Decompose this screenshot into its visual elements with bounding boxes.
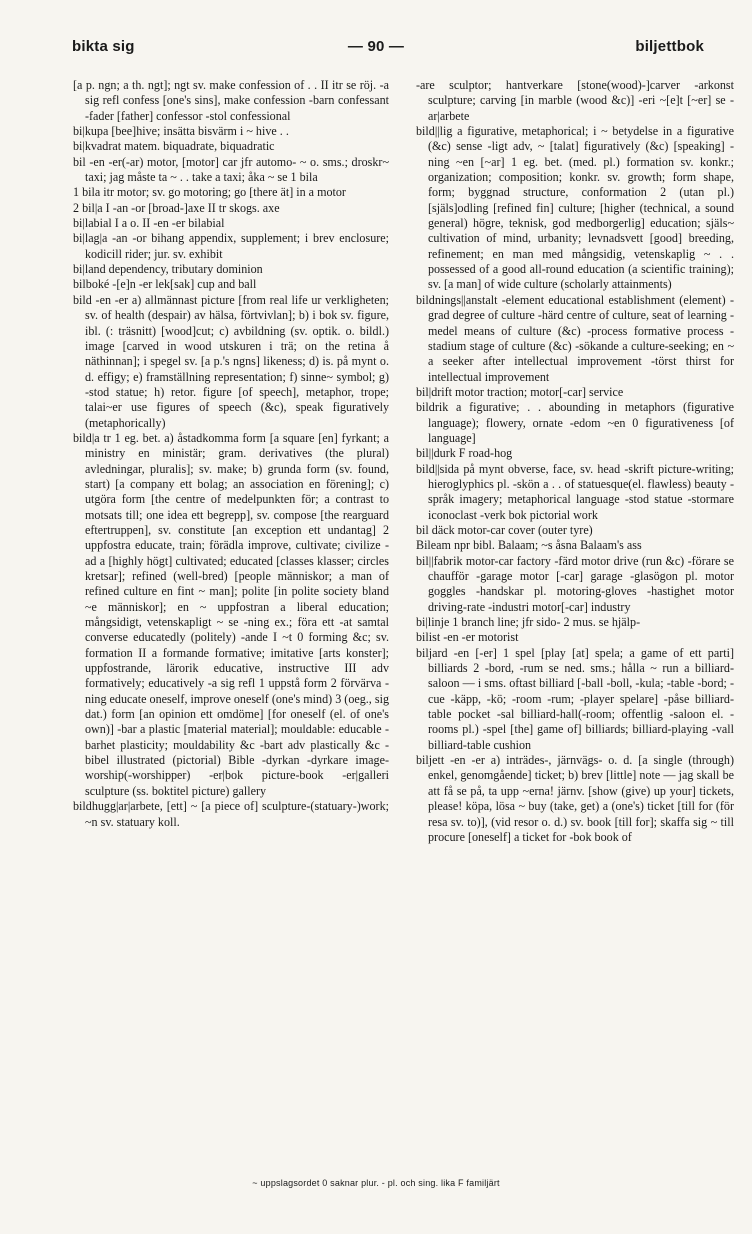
dictionary-entry: bil däck motor-car cover (outer tyre) — [416, 522, 593, 537]
dictionary-entry: bilboké -[e]n -er lek[sak] cup and ball — [73, 277, 257, 292]
dictionary-entry: bilist -en -er motorist — [416, 630, 519, 645]
dictionary-entry: -are sculptor; hantverkare [stone(wood)-]carver -arkonst sculpture; carving [in marble (wood &c)] -eri ~[e]t [~er] se -ar|arbete — [416, 78, 734, 123]
dictionary-entry: bi|linje 1 branch line; jfr sido- 2 mus. se hjälp- — [416, 615, 641, 630]
dictionary-entry: bild -en -er a) allmännast picture [from real life ur verkligheten; sv. of health (despair) av hälsa, förtvivlan]; b) i bok sv. figure, ibl. (: träsnitt) [wood]cut; c) avbildning (sv. optik. o. bildl.) image [carved in wood utskuren i trä; on the retina å näthinnan]; i spegel sv. [a p.'s ngns] likeness; d) is. på mynt o. d. effigy; e) framställning representation; f) sinne~ symbol; g) -stod statue; h) retor. figure [of speech], metaphor, trope; talai~er use figures of speech (&c), speak figuratively (metaphorically) — [73, 292, 389, 430]
dictionary-entry: biljett -en -er a) inträdes-, järnvägs- o. d. [a single (through) enkel, genomgående] ticket; b) brev [little] note — jag skall be att få se på, ta upp ~erna! järnv. [show (give) up your] tickets, please! köpa, lösa ~ buy (take, get) a (one's) ticket [till for (för resa sv. to)], (vid resor o. d.) sv. book [till for]; skaffa sig ~ till procure [oneself] a ticket for -bok book of — [416, 753, 734, 844]
running-head-left: bikta sig — [72, 38, 135, 55]
dictionary-entry: bi|kupa [bee]hive; insätta bisvärm i ~ hive . . — [73, 124, 289, 139]
page-footer-legend: ~ uppslagsordet 0 saknar plur. - pl. och sing. lika F familjärt — [252, 1178, 500, 1188]
dictionary-entry: bild||lig a figurative, metaphorical; i ~ betydelse in a figurative (&c) sense -ligt adv, ~ [talat] figuratively (&c) [speaking] -ning ~en [~ar] 1 eg. bet. (med. pl.) formation sv. konkr.; organization; composition; konkr. sv. growth; form shape, form; byggnad structure, conformation 2 (utan pl.) [själs]odling [refined fin] culture; [higher (technical, a sound general) högre, teknisk, god medborgerlig] education; själs~ cultivation of mind, urbanity; levnadsvett [good] breeding, refinement; en man med mångsidig, vetenskaplig ~ . . possessed of a good all-round education (a scientific training); sv. [a man] of wide culture (scholarly attainments) — [416, 124, 734, 292]
dictionary-entry: bil||fabrik motor-car factory -färd motor drive (run &c) -förare se chaufför -garage motor [-car] garage -glasögon pl. motor goggles -handskar pl. motoring-gloves -hastighet motor driving-rate -industri motor[-car] industry — [416, 553, 734, 614]
dictionary-entry: biljard -en [-er] 1 spel [play [at] spela; a game of ett parti] billiards 2 -bord, -rum se ned. sms.; hålla ~ run a billiard-saloon — i sms. oftast billiard [-ball -boll, -kula; -table -bord; -cue -käpp, -kö; -room -rum; -player spelare] -påse billiard-table pocket -sal billiard-hall(-room; offentlig -saloon el. -rooms pl.) -spel [the] game of] billiards; billiard-playing -vall billiard-table cushion — [416, 645, 734, 752]
dictionary-entry: bi|labial I a o. II -en -er bilabial — [73, 216, 225, 231]
dictionary-entry: bild||sida på mynt obverse, face, sv. head -skrift picture-writing; hieroglyphics pl. -skön a . . of statuesque(el. flawless) beauty -språk imagery; metaphorical language -stod statue -stormare iconoclast -verk bok pictorial work — [416, 461, 734, 522]
dictionary-entry: bil||durk F road-hog — [416, 446, 513, 461]
dictionary-entry: Bileam npr bibl. Balaam; ~s åsna Balaam's ass — [416, 538, 642, 553]
left-column — [73, 78, 389, 830]
dictionary-entry: 1 bila itr motor; sv. go motoring; go [there ät] in a motor — [73, 185, 346, 200]
dictionary-entry: bildhugg|ar|arbete, [ett] ~ [a piece of] sculpture-(statuary-)work; ~n sv. statuary koll. — [73, 799, 389, 829]
dictionary-entry: [a p. ngn; a th. ngt]; ngt sv. make confession of . . II itr se röj. -a sig refl confess [one's sins], make confession -barn confessant -fader [father] confessor -stol confessional — [73, 78, 389, 123]
dictionary-entry: bildnings||anstalt -element educational establishment (element) -grad degree of culture -härd centre of culture, seat of learning -medel means of culture (&c) -process formative process -stadium stage of culture (&c) -sökande a culture-seeking; en ~ a seeker after intellectual improvement -törst thirst for intellectual improvement — [416, 292, 734, 384]
dictionary-entry: bil|drift motor traction; motor[-car] service — [416, 384, 624, 399]
dictionary-entry: bild|a tr 1 eg. bet. a) åstadkomma form [a square [en] fyrkant; a ministry en ministär; gram. derivatives (the plural) avledningar, pluralis]; sv. make; b) grunda form (sv. found, start) [a company ett bolag; an association en förening]; c) utgöra form [the centre of medelpunkten för; a contrast to motsats till; one idea ett begrepp], sv. compose [the rearguard eftertruppen], sv. constitute [an exception ett undantag] 2 uppfostra educate, train; förädla improve, cultivate; civilize -ad a [highly högt] cultivated; educated [classes klasser; circles kretsar]; refined (well-bred) [people människor; a man of refined culture en fint ~ man]; polite [in polite society bland ~e människor]; en ~ uppfostran a liberal education; mångsidigt, vetenskapligt ~ se -ning ex.; föra ett -at samtal converse educatedly (politely) -ande I ~t 0 forming &c; sv. formation II a formande formative; imitative [arts konster]; uppfostrande, lärorik educative, instructive III adv formatively; educatively -a sig refl 1 uppstå form 2 förvärva -ning educate oneself, improve oneself (one's mind) 3 (oeg., sig dat.) form [an opinion ett omdöme] [for oneself (el. of one's own)] -bar a plastic [material material]; mouldable: educable -barhet plasticity; mouldability &c -bart adv plastically &c -bibel illustrated (pictorial) Bible -dyrkan -dyrkare image-worship(-worshipper) -er|bok picture-book -er|galleri sculpture (ss. boktitel picture) gallery — [73, 430, 389, 798]
dictionary-entry: bi|kvadrat matem. biquadrate, biquadratic — [73, 139, 275, 154]
right-column — [416, 78, 734, 845]
dictionary-entry: bil -en -er(-ar) motor, [motor] car jfr automo- ~ o. sms.; droskr~ taxi; jag måste ta ~ . . take a taxi; åka ~ se 1 bila — [73, 154, 389, 185]
dictionary-entry: bi|land dependency, tributary dominion — [73, 262, 263, 277]
dictionary-entry: bi|lag|a -an -or bihang appendix, supplement; i brev enclosure; kodicill rider; jur. sv. exhibit — [73, 231, 389, 261]
dictionary-entry: 2 bil|a I -an -or [broad-]axe II tr skogs. axe — [73, 200, 280, 215]
page-number: — 90 — — [347, 38, 405, 55]
running-head-right: biljettbok — [635, 38, 704, 55]
dictionary-entry: bildrik a figurative; . . abounding in metaphors (figurative language); flowery, ornate -edom ~en 0 figurativeness [of language] — [416, 400, 734, 445]
